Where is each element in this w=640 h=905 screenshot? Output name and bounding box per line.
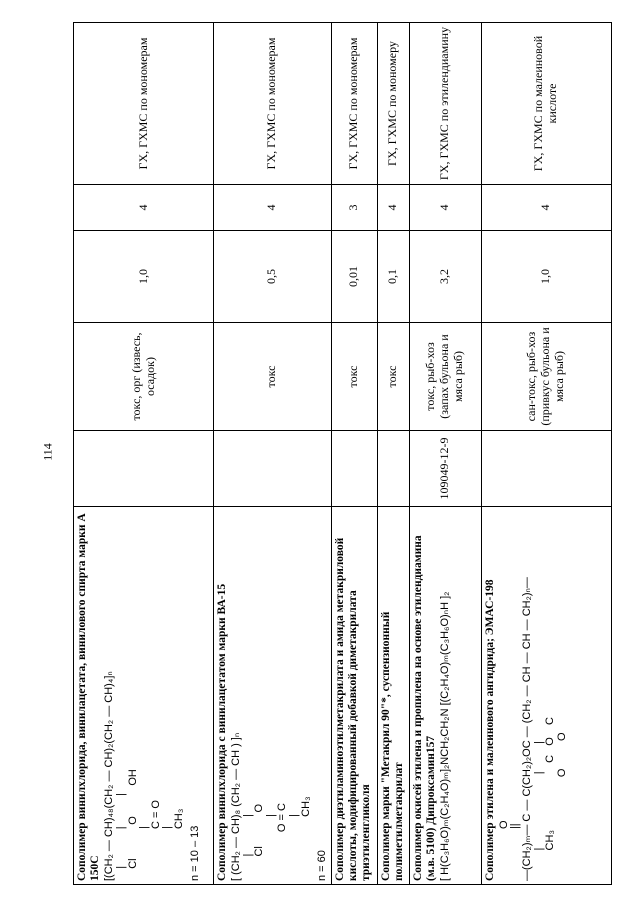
- formula-note: n = 10 – 13: [189, 825, 202, 881]
- class-cell: 4: [214, 185, 332, 231]
- substance-name: Сополимер винилхлорида, винилацетата, винилового спирта марки А 150С: [76, 513, 102, 881]
- substance-name: Сополимер марки "Метакрил 90"*, суспензионный полиметилметакрилат: [379, 611, 405, 881]
- substance-cell: [377, 507, 409, 885]
- substance-cell: [74, 507, 214, 885]
- indicator-cell: токс, орг (извесь, осадок): [74, 323, 214, 431]
- method-cell: ГХ, ГХМС по малеиновой кислоте: [481, 23, 611, 185]
- cas-cell: 109049-12-9: [409, 431, 481, 507]
- substance-cell: [214, 507, 332, 885]
- class-cell: 3: [331, 185, 377, 231]
- indicator-cell: токс, рыб-хоз (запах бульона и мяса рыб): [409, 323, 481, 431]
- method-cell: ГХ, ГХМС по мономеру: [377, 23, 409, 185]
- value-cell: 0,5: [214, 231, 332, 323]
- substances-table: [73, 22, 612, 885]
- rotated-table-wrapper: [73, 23, 603, 885]
- indicator-cell: сан-токс, рыб-хоз (привкус бульона и мяса рыб): [481, 323, 611, 431]
- table-row: [377, 23, 409, 885]
- table-row: [481, 23, 611, 885]
- substance-name: Сополимер диэтиламиноэтилметакрилата и амида метакриловой кислоты, модифицированный добавкой диметакрилата триэтиленгликоля: [333, 537, 373, 881]
- table-row: [409, 23, 481, 885]
- value-cell: 0,01: [331, 231, 377, 323]
- value-cell: 3,2: [409, 231, 481, 323]
- substance-name: Сополимер винилхлорида с винилацетатом марки ВА-15: [216, 583, 228, 881]
- class-cell: 4: [481, 185, 611, 231]
- substance-cell: [331, 507, 377, 885]
- indicator-cell: токс: [377, 323, 409, 431]
- indicator-cell: токс: [331, 323, 377, 431]
- structural-formula: [(CH₂ — CH)₄₈(CH₂ — CH)₂(CH₂ — CH)₄]ₙ | | | Cl O OH | C = O | CH₃: [103, 671, 185, 881]
- method-cell: ГХ, ГХМС по мономерам: [214, 23, 332, 185]
- page-number: 114: [40, 443, 55, 461]
- structural-formula: [ H(C₃H₆O)ₘ(C₂H₄O)ₘ]₂NCH₂CH₂N [(C₂H₄O)ₘ(C₃H₆O)ₙH ]₂: [439, 591, 452, 881]
- value-cell: 1,0: [481, 231, 611, 323]
- structural-formula: O || —(CH₂)ₘ— C — C(CH₂)₂OC — (CH₂ — CH — CH — CH₂)ₙ— | | | CH₃ C O C O O: [497, 577, 568, 881]
- substance-name: Сополимер этилена и малеинового ангидрида; ЭМАС-198: [483, 579, 496, 881]
- method-cell: ГХ, ГХМС по мономерам: [331, 23, 377, 185]
- structural-formula: [ (CH₂ — CH)₈ (CH₂ — CH ) ]ₙ | | Cl O | O = C | CH₃: [230, 732, 312, 881]
- formula-note: n = 60: [316, 850, 329, 881]
- substance-cell: [409, 507, 481, 885]
- class-cell: 4: [409, 185, 481, 231]
- table-row: [331, 23, 377, 885]
- class-cell: 4: [74, 185, 214, 231]
- value-cell: 0,1: [377, 231, 409, 323]
- indicator-cell: токс: [214, 323, 332, 431]
- cas-cell: [377, 431, 409, 507]
- cas-cell: [331, 431, 377, 507]
- method-cell: ГХ, ГХМС по мономерам: [74, 23, 214, 185]
- cas-cell: [74, 431, 214, 507]
- substance-name: Сополимер окисей этилена и пропилена на основе этилендиамина (м.в. 5100) Дипроксамин157: [411, 535, 437, 881]
- table-row: [74, 23, 214, 885]
- table-row: [214, 23, 332, 885]
- substance-cell: [481, 507, 611, 885]
- cas-cell: [481, 431, 611, 507]
- class-cell: 4: [377, 185, 409, 231]
- method-cell: ГХ, ГХМС по этилендиамину: [409, 23, 481, 185]
- value-cell: 1,0: [74, 231, 214, 323]
- cas-cell: [214, 431, 332, 507]
